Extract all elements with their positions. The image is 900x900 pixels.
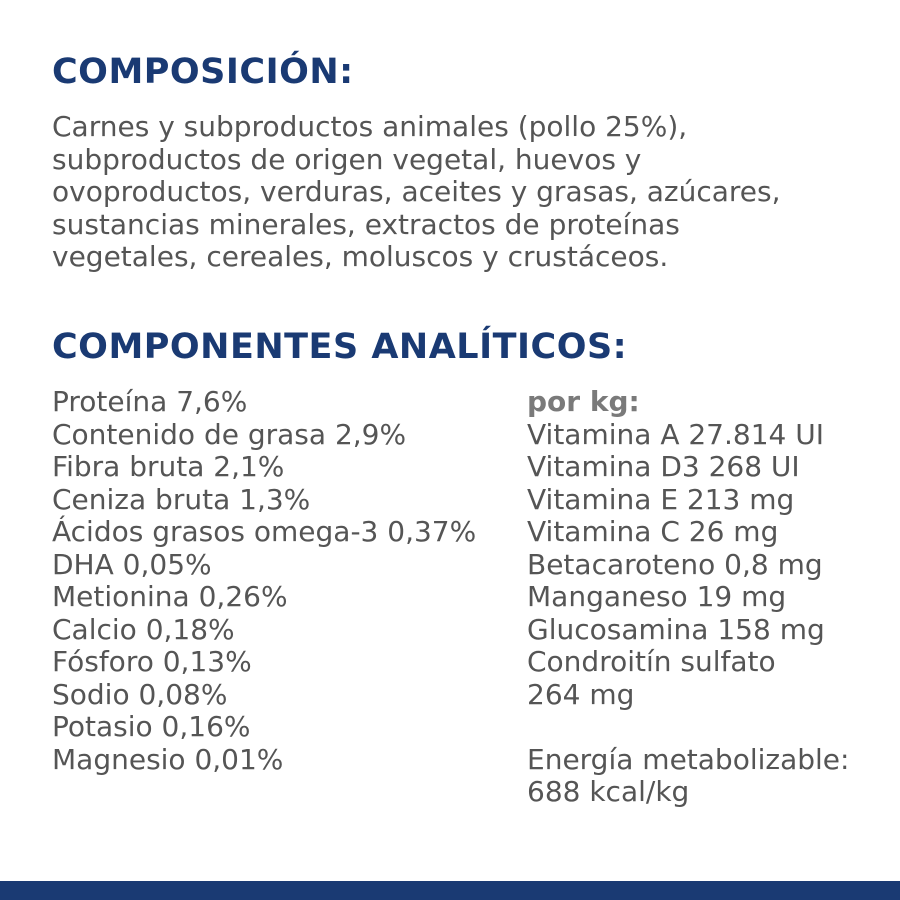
component-item: Proteína 7,6% — [52, 385, 248, 418]
additive-item: Betacaroteno 0,8 mg — [527, 547, 823, 581]
additive-item: Manganeso 19 mg — [527, 580, 787, 613]
additive-item: Condroitín sulfato — [527, 645, 776, 678]
component-item: Fibra bruta 2,1% — [52, 450, 285, 483]
component-item: Potasio 0,16% — [52, 710, 251, 743]
additive-item: 264 mg — [527, 677, 635, 711]
additives-per-kg-list — [527, 386, 849, 809]
energy-label: Energía metabolizable: — [527, 742, 850, 776]
spacer — [527, 711, 849, 744]
component-item: DHA 0,05% — [52, 547, 212, 581]
composition-text: Carnes y subproductos animales (pollo 25%), subproductos de origen vegetal, huevos y ovoproductos, verduras, aceites y grasas, azúcares, sustancias minerales, extractos de proteínas vegetales, cereales, moluscos y crustáceos. — [52, 110, 781, 273]
component-item: Magnesio 0,01% — [52, 742, 284, 776]
per-kg-label: por kg: — [527, 385, 640, 418]
additive-item: Vitamina E 213 mg — [527, 482, 795, 516]
analytical-components-list — [52, 386, 476, 776]
component-item: Ceniza bruta 1,3% — [52, 482, 311, 516]
component-item: Sodio 0,08% — [52, 677, 228, 711]
component-item: Contenido de grasa 2,9% — [52, 417, 407, 451]
composition-heading: COMPOSICIÓN: — [52, 52, 354, 92]
analytical-components-heading: COMPONENTES ANALÍTICOS: — [52, 327, 628, 367]
additive-item: Vitamina D3 268 UI — [527, 450, 800, 483]
additive-item: Vitamina A 27.814 UI — [527, 417, 824, 451]
footer-bar — [0, 881, 900, 900]
component-item: Ácidos grasos omega-3 0,37% — [52, 515, 477, 548]
additive-item: Glucosamina 158 mg — [527, 612, 825, 646]
component-item: Metionina 0,26% — [52, 580, 288, 613]
component-item: Calcio 0,18% — [52, 612, 235, 646]
additive-item: Vitamina C 26 mg — [527, 515, 779, 548]
component-item: Fósforo 0,13% — [52, 645, 252, 678]
energy-value: 688 kcal/kg — [527, 775, 690, 808]
